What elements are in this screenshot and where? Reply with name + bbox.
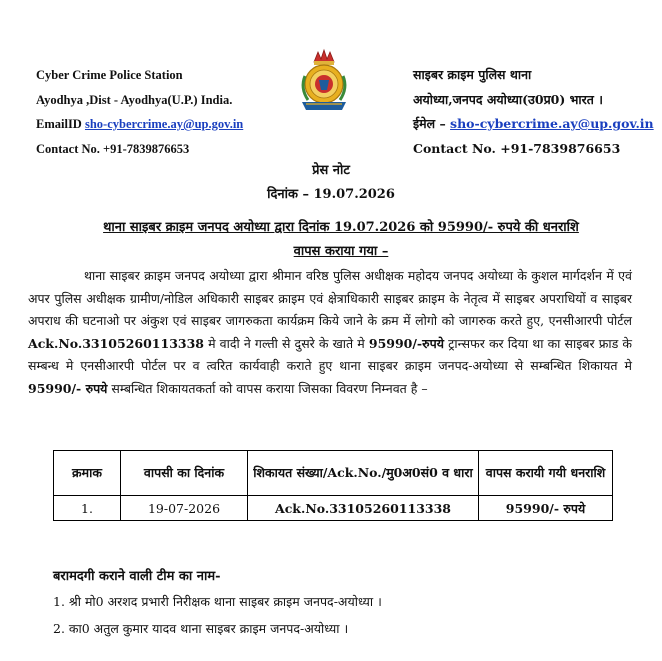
team-member-2: 2. का0 अतुल कुमार यादव थाना साइबर क्राइम जनपद-अयोध्या ।: [53, 621, 349, 636]
col-refund-amount: वापस करायी गयी धनराशि: [479, 451, 613, 496]
station-address-hi: अयोध्या,जनपद अयोध्या(उ0प्र0) भारत ।: [413, 91, 603, 107]
team-title: बरामदगी कराने वाली टीम का नाम-: [53, 569, 221, 584]
cell-date: 19-07-2026: [121, 496, 248, 521]
email-label-hi: ईमेल –: [413, 116, 451, 131]
email-link-hi[interactable]: sho-cybercrime.ay@up.gov.in: [450, 116, 654, 131]
col-serial: क्रमाक: [54, 451, 121, 496]
up-police-emblem-icon: [292, 48, 356, 114]
body-text-3: ट्रान्सफर कर दिया था का साइबर फ्राड के सम्बन्ध मे एनसीआरपी पोर्टल पर व त्वरित कार्यवाही कराते हुए थाना साइबर क्राइम जनपद-अयोध्या से सम्बन्धित शिकायत मे: [28, 335, 632, 373]
email-line-en: [36, 112, 243, 137]
cell-serial: 1.: [54, 496, 121, 521]
table-header-row: [54, 451, 613, 496]
ack-number: Ack.No.33105260113338: [28, 335, 204, 351]
team-member-1: 1. श्री मो0 अरशद प्रभारी निरीक्षक थाना साइबर क्राइम जनपद-अयोध्या ।: [53, 594, 382, 609]
email-line-hi: [413, 112, 654, 137]
date-line: दिनांक – 19.07.2026: [267, 187, 395, 202]
col-complaint-number: शिकायत संख्या/Ack.No./मु0अ0सं0 व धारा: [248, 451, 479, 496]
body-text-2: मे वादी ने गल्ती से दुसरे के खाते मे: [203, 335, 369, 351]
body-text-1: थाना साइबर क्राइम जनपद अयोध्या द्वारा श्रीमान वरिष्ठ पुलिस अधीक्षक महोदय जनपद अयोध्या के कुशल मार्गदर्शन में एवं अपर पुलिस अधीक्षक ग्रामीण/नोडिल अधिकारी साइबर क्राइम एवं क्षेत्राधिकारी साइबर क्राइम के नेतृत्व में साइबर अपराधियों व साइबर अपराध की घटनाओ पर अंकुश एवं साइबर जागरुकता कार्यक्रम किये जाने के क्रम में लोगो को जागरुक करते हुए, एनसीआरपी पोर्टल: [28, 268, 632, 328]
details-table: [53, 450, 613, 521]
email-label-en: EmailID: [36, 117, 85, 131]
body-text-4: सम्बन्धित शिकायतकर्ता को वापस कराया जिसका विवरण निम्नवत है –: [107, 380, 428, 396]
station-address-en: Ayodhya ,Dist - Ayodhya(U.P.) India.: [36, 92, 233, 107]
body-paragraph: [28, 265, 632, 400]
amount-1: 95990/-रुपये: [368, 335, 444, 351]
contact-en: Contact No. +91-7839876653: [36, 141, 190, 156]
amount-2: 95990/- रुपये: [28, 380, 108, 396]
header-left: [36, 63, 243, 161]
table-row: [54, 496, 613, 521]
header-right: [413, 63, 654, 161]
cell-amount: 95990/- रुपये: [479, 496, 613, 521]
contact-hi: Contact No. +91-7839876653: [413, 140, 621, 156]
station-name-en: Cyber Crime Police Station: [36, 68, 183, 82]
subject-line-1: थाना साइबर क्राइम जनपद अयोध्या द्वारा दिनांक 19.07.2026 को 95990/- रुपये की धनराशि: [103, 220, 579, 235]
subject-line-2: वापस कराया गया –: [293, 244, 389, 259]
email-link-en[interactable]: sho-cybercrime.ay@up.gov.in: [84, 117, 244, 131]
cell-ack: Ack.No.33105260113338: [248, 496, 479, 521]
press-note-title: प्रेस नोट: [312, 163, 350, 178]
col-refund-date: वापसी का दिनांक: [121, 451, 248, 496]
station-name-hi: साइबर क्राइम पुलिस थाना: [413, 67, 532, 82]
